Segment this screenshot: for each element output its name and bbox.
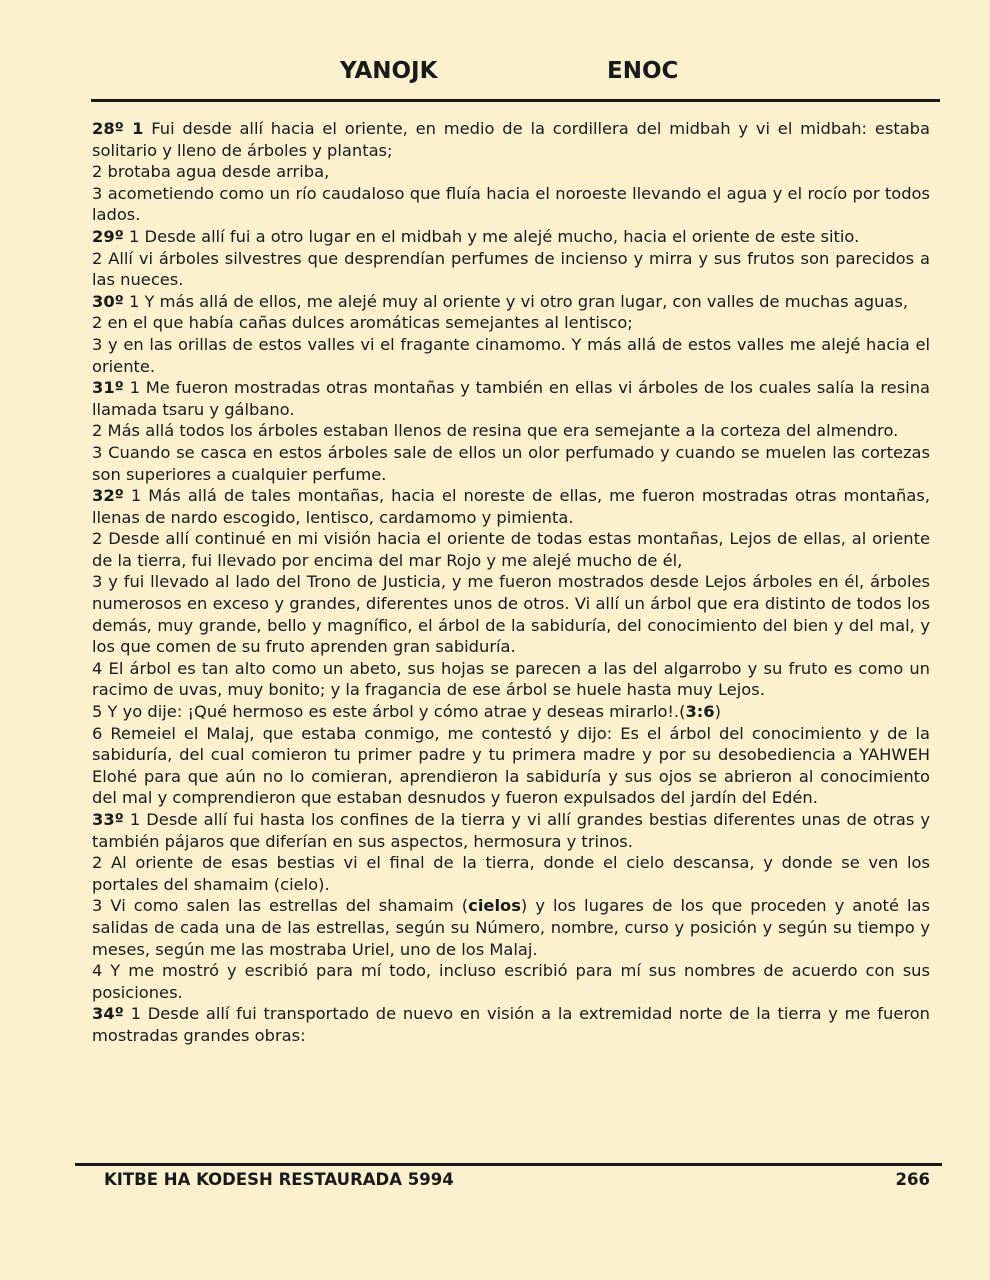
- page-number: 266: [895, 1170, 930, 1189]
- bold-term: cielos: [468, 896, 521, 916]
- chapter-number: 33º: [92, 810, 124, 829]
- header-title-right: ENOC: [607, 58, 679, 84]
- body-text: [92, 118, 930, 1047]
- verse-33-3: 3 Vi como salen las estrellas del shamaim (cielos) y los lugares de los que proceden y anoté las salidas de cada una de las estrellas, según su Número, nombre, curso y posición y según su tiempo y meses, según me las mostraba Uriel, uno de los Malaj.: [92, 896, 931, 959]
- verse-32-5: 5 Y yo dije: ¡Qué hermoso es este árbol y cómo atrae y deseas mirarlo!.(3:6): [92, 702, 721, 722]
- scripture-reference: 3:6: [685, 702, 715, 722]
- page-footer: [0, 1170, 990, 1194]
- verse-30-1: 30º 1 Y más allá de ellos, me alejé muy al oriente y vi otro gran lugar, con valles de muchas aguas,: [92, 291, 909, 311]
- chapter-number: 34º: [92, 1004, 124, 1024]
- page-header: [0, 58, 990, 90]
- chapter-number: 29º: [92, 226, 124, 246]
- verse-31-1: 31º 1 Me fueron mostradas otras montañas y también en ellas vi árboles de los cuales salía la resina llamada tsaru y gálbano.: [92, 378, 930, 419]
- verse-28-3: 3 acometiendo como un río caudaloso que fluía hacia el noroeste llevando el agua y el rocío por todos lados.: [92, 183, 930, 225]
- verse-32-4: 4 El árbol es tan alto como un abeto, sus hojas se parecen a las del algarrobo y su fruto es como un racimo de uvas, muy bonito; y la fragancia de ese árbol se huele hasta muy Lejos.: [92, 658, 930, 700]
- verse-29-1: 29º 1 Desde allí fui a otro lugar en el midbah y me alejé mucho, hacia el oriente de este sitio.: [92, 226, 860, 246]
- verse-33-2: 2 Al oriente de esas bestias vi el final de la tierra, donde el cielo descansa, y donde se ven los portales del shamaim (cielo).: [92, 853, 930, 894]
- chapter-number: 31º: [92, 378, 124, 398]
- footer-book-title: KITBE HA KODESH RESTAURADA 5994: [104, 1170, 454, 1189]
- verse-34-1: 34º 1 Desde allí fui transportado de nuevo en visión a la extremidad norte de la tierra y me fueron mostradas grandes obras:: [92, 1004, 930, 1045]
- verse-31-3: 3 Cuando se casca en estos árboles sale de ellos un olor perfumado y cuando se muelen las cortezas son superiores a cualquier perfume.: [92, 442, 930, 484]
- verse-32-2: 2 Desde allí continué en mi visión hacia el oriente de todas estas montañas, Lejos de ellas, al oriente de la tierra, fui llevado por encima del mar Rojo y me alejé mucho de él,: [92, 529, 930, 570]
- verse-30-2: 2 en el que había cañas dulces aromáticas semejantes al lentisco;: [92, 313, 633, 333]
- chapter-number: 30º: [92, 291, 124, 311]
- verse-30-3: 3 y en las orillas de estos valles vi el fragante cinamomo. Y más allá de estos valles me alejé hacia el oriente.: [92, 334, 930, 376]
- verse-33-4: 4 Y me mostró y escribió para mí todo, incluso escribió para mí sus nombres de acuerdo con sus posiciones.: [92, 961, 930, 1002]
- verse-32-3: 3 y fui llevado al lado del Trono de Justicia, y me fueron mostrados desde Lejos árboles en él, árboles numerosos en exceso y grandes, diferentes unos de otros. Vi allí un árbol que era distinto de todos los demás, muy grande, bello y magnífico, el árbol de la sabiduría, del conocimiento del bien y del mal, y los que comen de su fruto aprenden gran sabiduría.: [92, 572, 930, 657]
- footer-rule: [75, 1163, 942, 1166]
- chapter-number: 28º 1: [92, 119, 144, 138]
- verse-29-2: 2 Allí vi árboles silvestres que desprendían perfumes de incienso y mirra y sus frutos son parecidos a las nueces.: [92, 248, 930, 290]
- header-title-left: YANOJK: [340, 58, 438, 84]
- verse-28-1: 28º 1 Fui desde allí hacia el oriente, en medio de la cordillera del midbah y vi el midbah: estaba solitario y lleno de árboles y plantas;: [92, 119, 930, 160]
- chapter-number: 32º: [92, 486, 124, 506]
- verse-33-1: 33º 1 Desde allí fui hasta los confines de la tierra y vi allí grandes bestias diferentes unas de otras y también pájaros que diferían en sus aspectos, hermosura y trinos.: [92, 810, 930, 851]
- verse-32-6: 6 Remeiel el Malaj, que estaba conmigo, me contestó y dijo: Es el árbol del conocimiento y de la sabiduría, del cual comieron tu primer padre y tu primera madre y por su desobediencia a YAHWEH Elohé para que aún no lo comieran, aprendieron la sabiduría y sus ojos se abrieron al conocimiento del mal y comprendieron que estaban desnudos y fueron expulsados del jardín del Edén.: [92, 723, 930, 808]
- verse-28-2: 2 brotaba agua desde arriba,: [92, 162, 330, 182]
- verse-32-1: 32º 1 Más allá de tales montañas, hacia el noreste de ellas, me fueron mostradas otras montañas, llenas de nardo escogido, lentisco, cardamomo y pimienta.: [92, 486, 930, 527]
- header-rule: [91, 99, 940, 102]
- verse-31-2: 2 Más allá todos los árboles estaban llenos de resina que era semejante a la corteza del almendro.: [92, 421, 899, 441]
